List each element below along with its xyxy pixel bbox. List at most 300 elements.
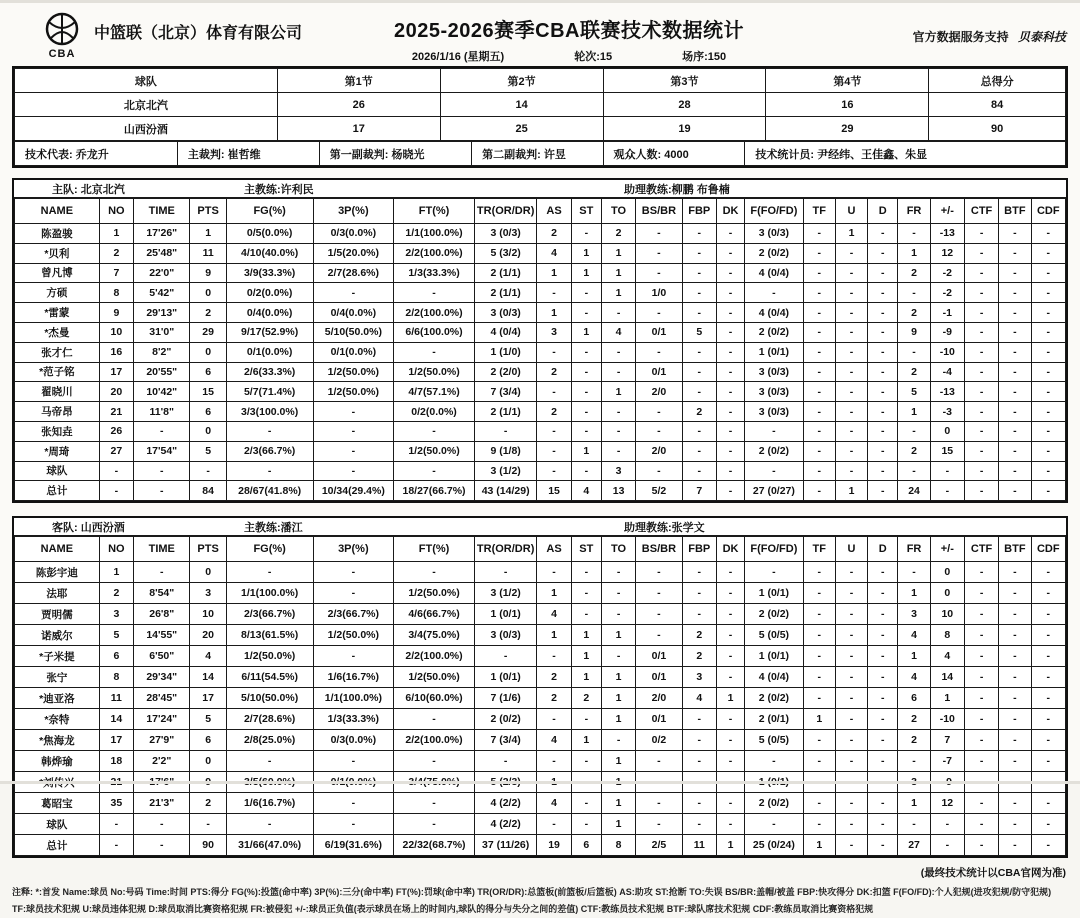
stat-cell: - bbox=[134, 835, 190, 856]
stat-cell: - bbox=[571, 604, 601, 625]
player-name: 诺威尔 bbox=[15, 625, 100, 646]
stat-cell: - bbox=[1031, 583, 1066, 604]
stat-cell: - bbox=[601, 562, 635, 583]
stat-cell: - bbox=[964, 709, 998, 730]
stat-cell: 12 bbox=[930, 793, 964, 814]
stat-cell: 5 bbox=[99, 625, 133, 646]
stat-cell: - bbox=[835, 382, 867, 402]
stat-cell: - bbox=[964, 441, 998, 461]
stat-cell: - bbox=[716, 263, 744, 283]
player-row bbox=[15, 441, 1066, 461]
player-name: 葛昭宝 bbox=[15, 793, 100, 814]
team-name: 山西汾酒 bbox=[15, 117, 278, 141]
stats-col-header: TO bbox=[601, 199, 635, 224]
stat-cell: 31'0" bbox=[134, 322, 190, 342]
stat-cell: 0/4(0.0%) bbox=[226, 303, 313, 323]
stat-cell: 13 bbox=[601, 481, 635, 501]
stat-cell: - bbox=[999, 402, 1031, 422]
stat-cell: - bbox=[835, 362, 867, 382]
stat-cell: 0 bbox=[930, 583, 964, 604]
stat-cell: - bbox=[745, 421, 804, 441]
stat-cell: - bbox=[394, 461, 475, 481]
stat-cell: 27'9" bbox=[134, 730, 190, 751]
stat-cell: - bbox=[999, 421, 1031, 441]
stats-col-header: DK bbox=[716, 199, 744, 224]
stat-cell: - bbox=[682, 421, 716, 441]
away-assistant-coach: 助理教练:张学文 bbox=[624, 521, 705, 534]
stat-cell: - bbox=[1031, 604, 1066, 625]
stat-cell: - bbox=[226, 814, 313, 835]
stat-cell: 1 (0/1) bbox=[745, 342, 804, 362]
stat-cell: - bbox=[99, 835, 133, 856]
stat-cell: 4 bbox=[537, 604, 571, 625]
stat-cell: - bbox=[313, 441, 394, 461]
stat-cell: 2 (0/2) bbox=[474, 709, 537, 730]
stat-cell: - bbox=[682, 583, 716, 604]
stat-cell: - bbox=[682, 342, 716, 362]
stat-cell: - bbox=[716, 421, 744, 441]
stat-cell: - bbox=[803, 604, 835, 625]
stat-cell: - bbox=[1031, 303, 1066, 323]
stat-cell: - bbox=[636, 243, 682, 263]
home-team-section bbox=[12, 178, 1068, 503]
stat-cell: 1 bbox=[571, 667, 601, 688]
stat-cell: 1/3(33.3%) bbox=[313, 709, 394, 730]
stat-cell: - bbox=[964, 461, 998, 481]
stat-cell: 4 bbox=[190, 646, 226, 667]
stat-cell: - bbox=[999, 625, 1031, 646]
stat-cell: 1 (0/1) bbox=[745, 646, 804, 667]
page-title: 2025-2026赛季CBA联赛技术数据统计 bbox=[394, 20, 744, 42]
stat-cell: 9 bbox=[898, 322, 930, 342]
quarter-score: 26 bbox=[277, 93, 440, 117]
stat-cell: - bbox=[1031, 751, 1066, 772]
stat-cell: - bbox=[835, 402, 867, 422]
player-name: 曾凡博 bbox=[15, 263, 100, 283]
stat-cell: - bbox=[964, 751, 998, 772]
stat-cell: - bbox=[964, 362, 998, 382]
stat-cell: 0 bbox=[930, 562, 964, 583]
stat-cell: 0/1 bbox=[636, 709, 682, 730]
stat-cell: - bbox=[898, 224, 930, 244]
stat-cell: - bbox=[803, 303, 835, 323]
stat-cell: - bbox=[803, 730, 835, 751]
stat-cell: 7 bbox=[682, 481, 716, 501]
stat-cell: - bbox=[898, 283, 930, 303]
stat-cell: 1/6(16.7%) bbox=[313, 667, 394, 688]
stat-cell: - bbox=[394, 709, 475, 730]
stat-cell: - bbox=[571, 793, 601, 814]
player-row bbox=[15, 342, 1066, 362]
stat-cell: - bbox=[803, 751, 835, 772]
stat-cell: - bbox=[835, 441, 867, 461]
official-entry: 观众人数: 4000 bbox=[603, 142, 745, 166]
stat-cell: - bbox=[313, 402, 394, 422]
stat-cell: 84 bbox=[190, 481, 226, 501]
stat-cell: 25'48" bbox=[134, 243, 190, 263]
stat-cell: - bbox=[999, 646, 1031, 667]
stat-cell: - bbox=[964, 625, 998, 646]
stat-cell: - bbox=[803, 322, 835, 342]
stat-cell: - bbox=[868, 793, 898, 814]
legend-notes bbox=[12, 884, 1068, 918]
score-col-header: 球队 bbox=[15, 69, 278, 93]
stat-cell: - bbox=[601, 583, 635, 604]
title-block bbox=[302, 14, 836, 64]
stat-cell: 2/3(66.7%) bbox=[313, 604, 394, 625]
stat-cell: 26 bbox=[99, 421, 133, 441]
stat-cell: 4 (2/2) bbox=[474, 793, 537, 814]
stat-cell: 0/1(0.0%) bbox=[313, 342, 394, 362]
stat-cell: - bbox=[537, 709, 571, 730]
stat-cell: -9 bbox=[930, 322, 964, 342]
player-row bbox=[15, 362, 1066, 382]
stat-cell: - bbox=[868, 303, 898, 323]
stat-cell: 6 bbox=[190, 362, 226, 382]
stat-cell: - bbox=[964, 562, 998, 583]
stat-cell: - bbox=[636, 342, 682, 362]
stats-col-header: +/- bbox=[930, 537, 964, 562]
stat-cell: - bbox=[99, 814, 133, 835]
stat-cell: 1 bbox=[537, 583, 571, 604]
stat-cell: 3 bbox=[537, 322, 571, 342]
player-row bbox=[15, 646, 1066, 667]
stat-cell: - bbox=[835, 322, 867, 342]
stat-cell: - bbox=[964, 688, 998, 709]
stat-cell: 8 bbox=[99, 667, 133, 688]
stats-col-header: U bbox=[835, 199, 867, 224]
round-number: 轮次:15 bbox=[574, 51, 613, 63]
player-row bbox=[15, 421, 1066, 441]
stat-cell: 2 bbox=[99, 243, 133, 263]
stat-cell: - bbox=[803, 382, 835, 402]
stat-cell: - bbox=[898, 814, 930, 835]
stat-cell: 2 bbox=[682, 625, 716, 646]
stat-cell: 1 bbox=[571, 646, 601, 667]
quarter-score: 14 bbox=[440, 93, 603, 117]
stat-cell: 1 (0/1) bbox=[745, 583, 804, 604]
stat-cell: - bbox=[601, 421, 635, 441]
stat-cell: 2 bbox=[571, 688, 601, 709]
stat-cell: 3 (0/3) bbox=[745, 382, 804, 402]
stat-cell: 18/27(66.7%) bbox=[394, 481, 475, 501]
stat-cell: - bbox=[134, 814, 190, 835]
home-coach: 主教练:许利民 bbox=[244, 183, 314, 196]
stat-cell: 6 bbox=[190, 402, 226, 422]
away-team-band bbox=[14, 518, 1066, 536]
stat-cell: - bbox=[682, 461, 716, 481]
stat-cell: - bbox=[964, 481, 998, 501]
stat-cell: 0/2(0.0%) bbox=[226, 283, 313, 303]
player-row bbox=[15, 583, 1066, 604]
stat-cell: - bbox=[964, 835, 998, 856]
stat-cell: 2 bbox=[601, 224, 635, 244]
stat-cell: 7 (3/4) bbox=[474, 730, 537, 751]
stat-cell: 8 bbox=[930, 625, 964, 646]
stat-cell: 1 bbox=[99, 562, 133, 583]
player-name: *子米提 bbox=[15, 646, 100, 667]
stat-cell: 3 (0/3) bbox=[745, 224, 804, 244]
stat-cell: 10 bbox=[930, 604, 964, 625]
stat-cell: - bbox=[964, 604, 998, 625]
stat-cell: - bbox=[999, 461, 1031, 481]
stat-cell: 3/9(33.3%) bbox=[226, 263, 313, 283]
player-name: 张宁 bbox=[15, 667, 100, 688]
player-row bbox=[15, 562, 1066, 583]
stat-cell: 1 bbox=[601, 243, 635, 263]
stat-cell: - bbox=[868, 604, 898, 625]
stat-cell: - bbox=[835, 625, 867, 646]
stat-cell: 0 bbox=[190, 342, 226, 362]
stat-cell: - bbox=[313, 283, 394, 303]
stats-col-header: 3P(%) bbox=[313, 199, 394, 224]
stats-col-header: NAME bbox=[15, 199, 100, 224]
stat-cell: - bbox=[601, 730, 635, 751]
stat-cell: 1 bbox=[898, 402, 930, 422]
stat-cell: - bbox=[537, 814, 571, 835]
stat-cell: - bbox=[868, 667, 898, 688]
stat-cell: 17 bbox=[99, 362, 133, 382]
stats-col-header: NO bbox=[99, 537, 133, 562]
stat-cell: - bbox=[803, 441, 835, 461]
totals-row bbox=[15, 835, 1066, 856]
stat-cell: 1 (0/1) bbox=[474, 604, 537, 625]
quarter-score: 84 bbox=[929, 93, 1066, 117]
stat-cell: 8'2" bbox=[134, 342, 190, 362]
stat-cell: 0/3(0.0%) bbox=[313, 730, 394, 751]
stat-cell: -4 bbox=[930, 362, 964, 382]
stat-cell: - bbox=[716, 709, 744, 730]
quarter-score: 17 bbox=[277, 117, 440, 141]
stat-cell: - bbox=[868, 224, 898, 244]
stat-cell: 3 bbox=[898, 604, 930, 625]
stat-cell: - bbox=[716, 583, 744, 604]
stat-cell: - bbox=[964, 814, 998, 835]
stat-cell: - bbox=[999, 322, 1031, 342]
stat-cell: - bbox=[636, 461, 682, 481]
stat-cell: 0/1 bbox=[636, 322, 682, 342]
officials-row bbox=[15, 142, 1066, 166]
stat-cell: - bbox=[682, 751, 716, 772]
stat-cell: - bbox=[1031, 224, 1066, 244]
stat-cell: 25 (0/24) bbox=[745, 835, 804, 856]
stat-cell: 31/66(47.0%) bbox=[226, 835, 313, 856]
player-name: *迪亚洛 bbox=[15, 688, 100, 709]
stat-cell: 17 bbox=[99, 730, 133, 751]
stat-cell: 4 bbox=[898, 625, 930, 646]
stats-col-header: BS/BR bbox=[636, 199, 682, 224]
stat-cell: - bbox=[99, 481, 133, 501]
stat-cell: - bbox=[999, 835, 1031, 856]
stat-cell: 14 bbox=[99, 709, 133, 730]
stat-cell: - bbox=[999, 562, 1031, 583]
stats-col-header: BTF bbox=[999, 199, 1031, 224]
stat-cell: 1/2(50.0%) bbox=[394, 362, 475, 382]
stat-cell: - bbox=[716, 362, 744, 382]
stat-cell: 0/4(0.0%) bbox=[313, 303, 394, 323]
stats-col-header: ST bbox=[571, 537, 601, 562]
stat-cell: 6/11(54.5%) bbox=[226, 667, 313, 688]
stat-cell: - bbox=[868, 751, 898, 772]
stat-cell: - bbox=[636, 793, 682, 814]
stat-cell: -1 bbox=[930, 303, 964, 323]
stat-cell: - bbox=[868, 730, 898, 751]
stat-cell: - bbox=[537, 283, 571, 303]
stat-cell: 7 bbox=[930, 730, 964, 751]
stat-cell: - bbox=[571, 562, 601, 583]
stat-cell: 20 bbox=[99, 382, 133, 402]
stat-cell: 1 (0/1) bbox=[474, 667, 537, 688]
stat-cell: - bbox=[474, 646, 537, 667]
stat-cell: 5/10(50.0%) bbox=[226, 688, 313, 709]
stat-cell: 2/2(100.0%) bbox=[394, 646, 475, 667]
stat-cell: - bbox=[745, 562, 804, 583]
game-number: 场序:150 bbox=[682, 51, 727, 63]
stats-col-header: CTF bbox=[964, 537, 998, 562]
stat-cell: 2/2(100.0%) bbox=[394, 303, 475, 323]
stat-cell: - bbox=[930, 481, 964, 501]
stat-cell: 2 (1/1) bbox=[474, 402, 537, 422]
stat-cell: 4 (0/4) bbox=[745, 303, 804, 323]
stat-cell: - bbox=[868, 362, 898, 382]
stat-cell: 5 (0/5) bbox=[745, 625, 804, 646]
stat-cell: 18 bbox=[99, 751, 133, 772]
stat-cell: 9/17(52.9%) bbox=[226, 322, 313, 342]
stat-cell: - bbox=[803, 814, 835, 835]
stat-cell: - bbox=[868, 688, 898, 709]
player-row bbox=[15, 751, 1066, 772]
score-col-header: 第2节 bbox=[440, 69, 603, 93]
stat-cell: 21 bbox=[99, 402, 133, 422]
stat-cell: - bbox=[868, 421, 898, 441]
player-row bbox=[15, 730, 1066, 751]
player-row bbox=[15, 243, 1066, 263]
company-name: 中篮联（北京）体育有限公司 bbox=[94, 25, 303, 42]
stat-cell: 8/13(61.5%) bbox=[226, 625, 313, 646]
stat-cell: - bbox=[313, 562, 394, 583]
player-name: *雷蒙 bbox=[15, 303, 100, 323]
stat-cell: 3 bbox=[682, 667, 716, 688]
stat-cell: - bbox=[636, 224, 682, 244]
stat-cell: - bbox=[716, 342, 744, 362]
score-row bbox=[15, 117, 1066, 141]
stats-col-header: FR bbox=[898, 537, 930, 562]
stat-cell: - bbox=[226, 421, 313, 441]
stat-cell: - bbox=[835, 562, 867, 583]
stat-cell: - bbox=[134, 481, 190, 501]
stat-cell: 14 bbox=[190, 667, 226, 688]
stat-cell: 10 bbox=[99, 322, 133, 342]
stats-col-header: FT(%) bbox=[394, 199, 475, 224]
stat-cell: 0 bbox=[190, 562, 226, 583]
stat-cell: 5 (3/2) bbox=[474, 243, 537, 263]
stats-col-header: TIME bbox=[134, 199, 190, 224]
official-site-note: (最终技术统计以CBA官网为准) bbox=[920, 867, 1066, 880]
stat-cell: 16 bbox=[99, 342, 133, 362]
stats-col-header: PTS bbox=[190, 537, 226, 562]
stat-cell: 0 bbox=[930, 421, 964, 441]
score-col-header: 第3节 bbox=[603, 69, 766, 93]
stat-cell: - bbox=[313, 751, 394, 772]
player-name: 陈盈骏 bbox=[15, 224, 100, 244]
stat-cell: - bbox=[898, 421, 930, 441]
stat-cell: - bbox=[636, 751, 682, 772]
stats-body bbox=[15, 562, 1066, 856]
stat-cell: - bbox=[682, 604, 716, 625]
stat-cell: - bbox=[803, 461, 835, 481]
stat-cell: 1 bbox=[930, 688, 964, 709]
legend-line-2: TF:球员技术犯规 U:球员违体犯规 D:球员取消比赛资格犯规 FR:被侵犯 +/-:球员正负值(表示球员在场上的时间内,球队的得分与失分之间的差值) CTF:教练员技术犯规 BTF:球队席技术犯规 CDF:教练员取消比赛资格犯规 bbox=[12, 904, 874, 915]
stat-cell: 0/2 bbox=[636, 730, 682, 751]
stat-cell: - bbox=[868, 562, 898, 583]
stat-cell: - bbox=[190, 461, 226, 481]
stats-col-header: DK bbox=[716, 537, 744, 562]
stat-cell: 3 bbox=[190, 583, 226, 604]
player-name: *杰曼 bbox=[15, 322, 100, 342]
stat-cell: 3 bbox=[601, 461, 635, 481]
game-date: 2026/1/16 (星期五) bbox=[411, 51, 505, 63]
stat-cell: - bbox=[835, 421, 867, 441]
stat-cell: - bbox=[835, 835, 867, 856]
stat-cell: - bbox=[1031, 814, 1066, 835]
stat-cell: 2/0 bbox=[636, 441, 682, 461]
away-team-label: 客队: 山西汾酒 bbox=[52, 521, 125, 534]
stat-cell: 10'42" bbox=[134, 382, 190, 402]
stats-col-header: TIME bbox=[134, 537, 190, 562]
stat-cell: 2 bbox=[537, 688, 571, 709]
stats-head bbox=[15, 199, 1066, 224]
stat-cell: - bbox=[571, 362, 601, 382]
quarter-score-table bbox=[14, 68, 1066, 141]
stat-cell: - bbox=[930, 814, 964, 835]
stat-cell: - bbox=[716, 604, 744, 625]
stat-cell: 2 bbox=[537, 362, 571, 382]
stat-cell: 1 bbox=[601, 382, 635, 402]
stat-cell: - bbox=[898, 342, 930, 362]
stat-cell: - bbox=[835, 688, 867, 709]
game-meta-row bbox=[302, 48, 836, 64]
stat-cell: - bbox=[964, 263, 998, 283]
stat-cell: -7 bbox=[930, 751, 964, 772]
stat-cell: - bbox=[835, 283, 867, 303]
stats-col-header: TO bbox=[601, 537, 635, 562]
stat-cell: - bbox=[745, 461, 804, 481]
stat-cell: - bbox=[601, 303, 635, 323]
stat-cell: -2 bbox=[930, 283, 964, 303]
stat-cell: - bbox=[601, 646, 635, 667]
player-row bbox=[15, 461, 1066, 481]
stat-cell: - bbox=[1031, 709, 1066, 730]
stat-cell: - bbox=[394, 421, 475, 441]
player-name: 球队 bbox=[15, 814, 100, 835]
stat-cell: - bbox=[868, 382, 898, 402]
stat-cell: 2 bbox=[537, 402, 571, 422]
stat-cell: 6 bbox=[571, 835, 601, 856]
stat-cell: - bbox=[868, 402, 898, 422]
stat-cell: - bbox=[868, 283, 898, 303]
stat-cell: - bbox=[1031, 421, 1066, 441]
stat-cell: - bbox=[868, 646, 898, 667]
stat-cell: - bbox=[964, 793, 998, 814]
stat-cell: - bbox=[716, 461, 744, 481]
stat-cell: 29'34" bbox=[134, 667, 190, 688]
stat-cell: 2/0 bbox=[636, 382, 682, 402]
stat-cell: 1/3(33.3%) bbox=[394, 263, 475, 283]
stat-cell: - bbox=[716, 441, 744, 461]
stat-cell: 22/32(68.7%) bbox=[394, 835, 475, 856]
stat-cell: 3 (0/3) bbox=[745, 402, 804, 422]
stat-cell: - bbox=[571, 224, 601, 244]
